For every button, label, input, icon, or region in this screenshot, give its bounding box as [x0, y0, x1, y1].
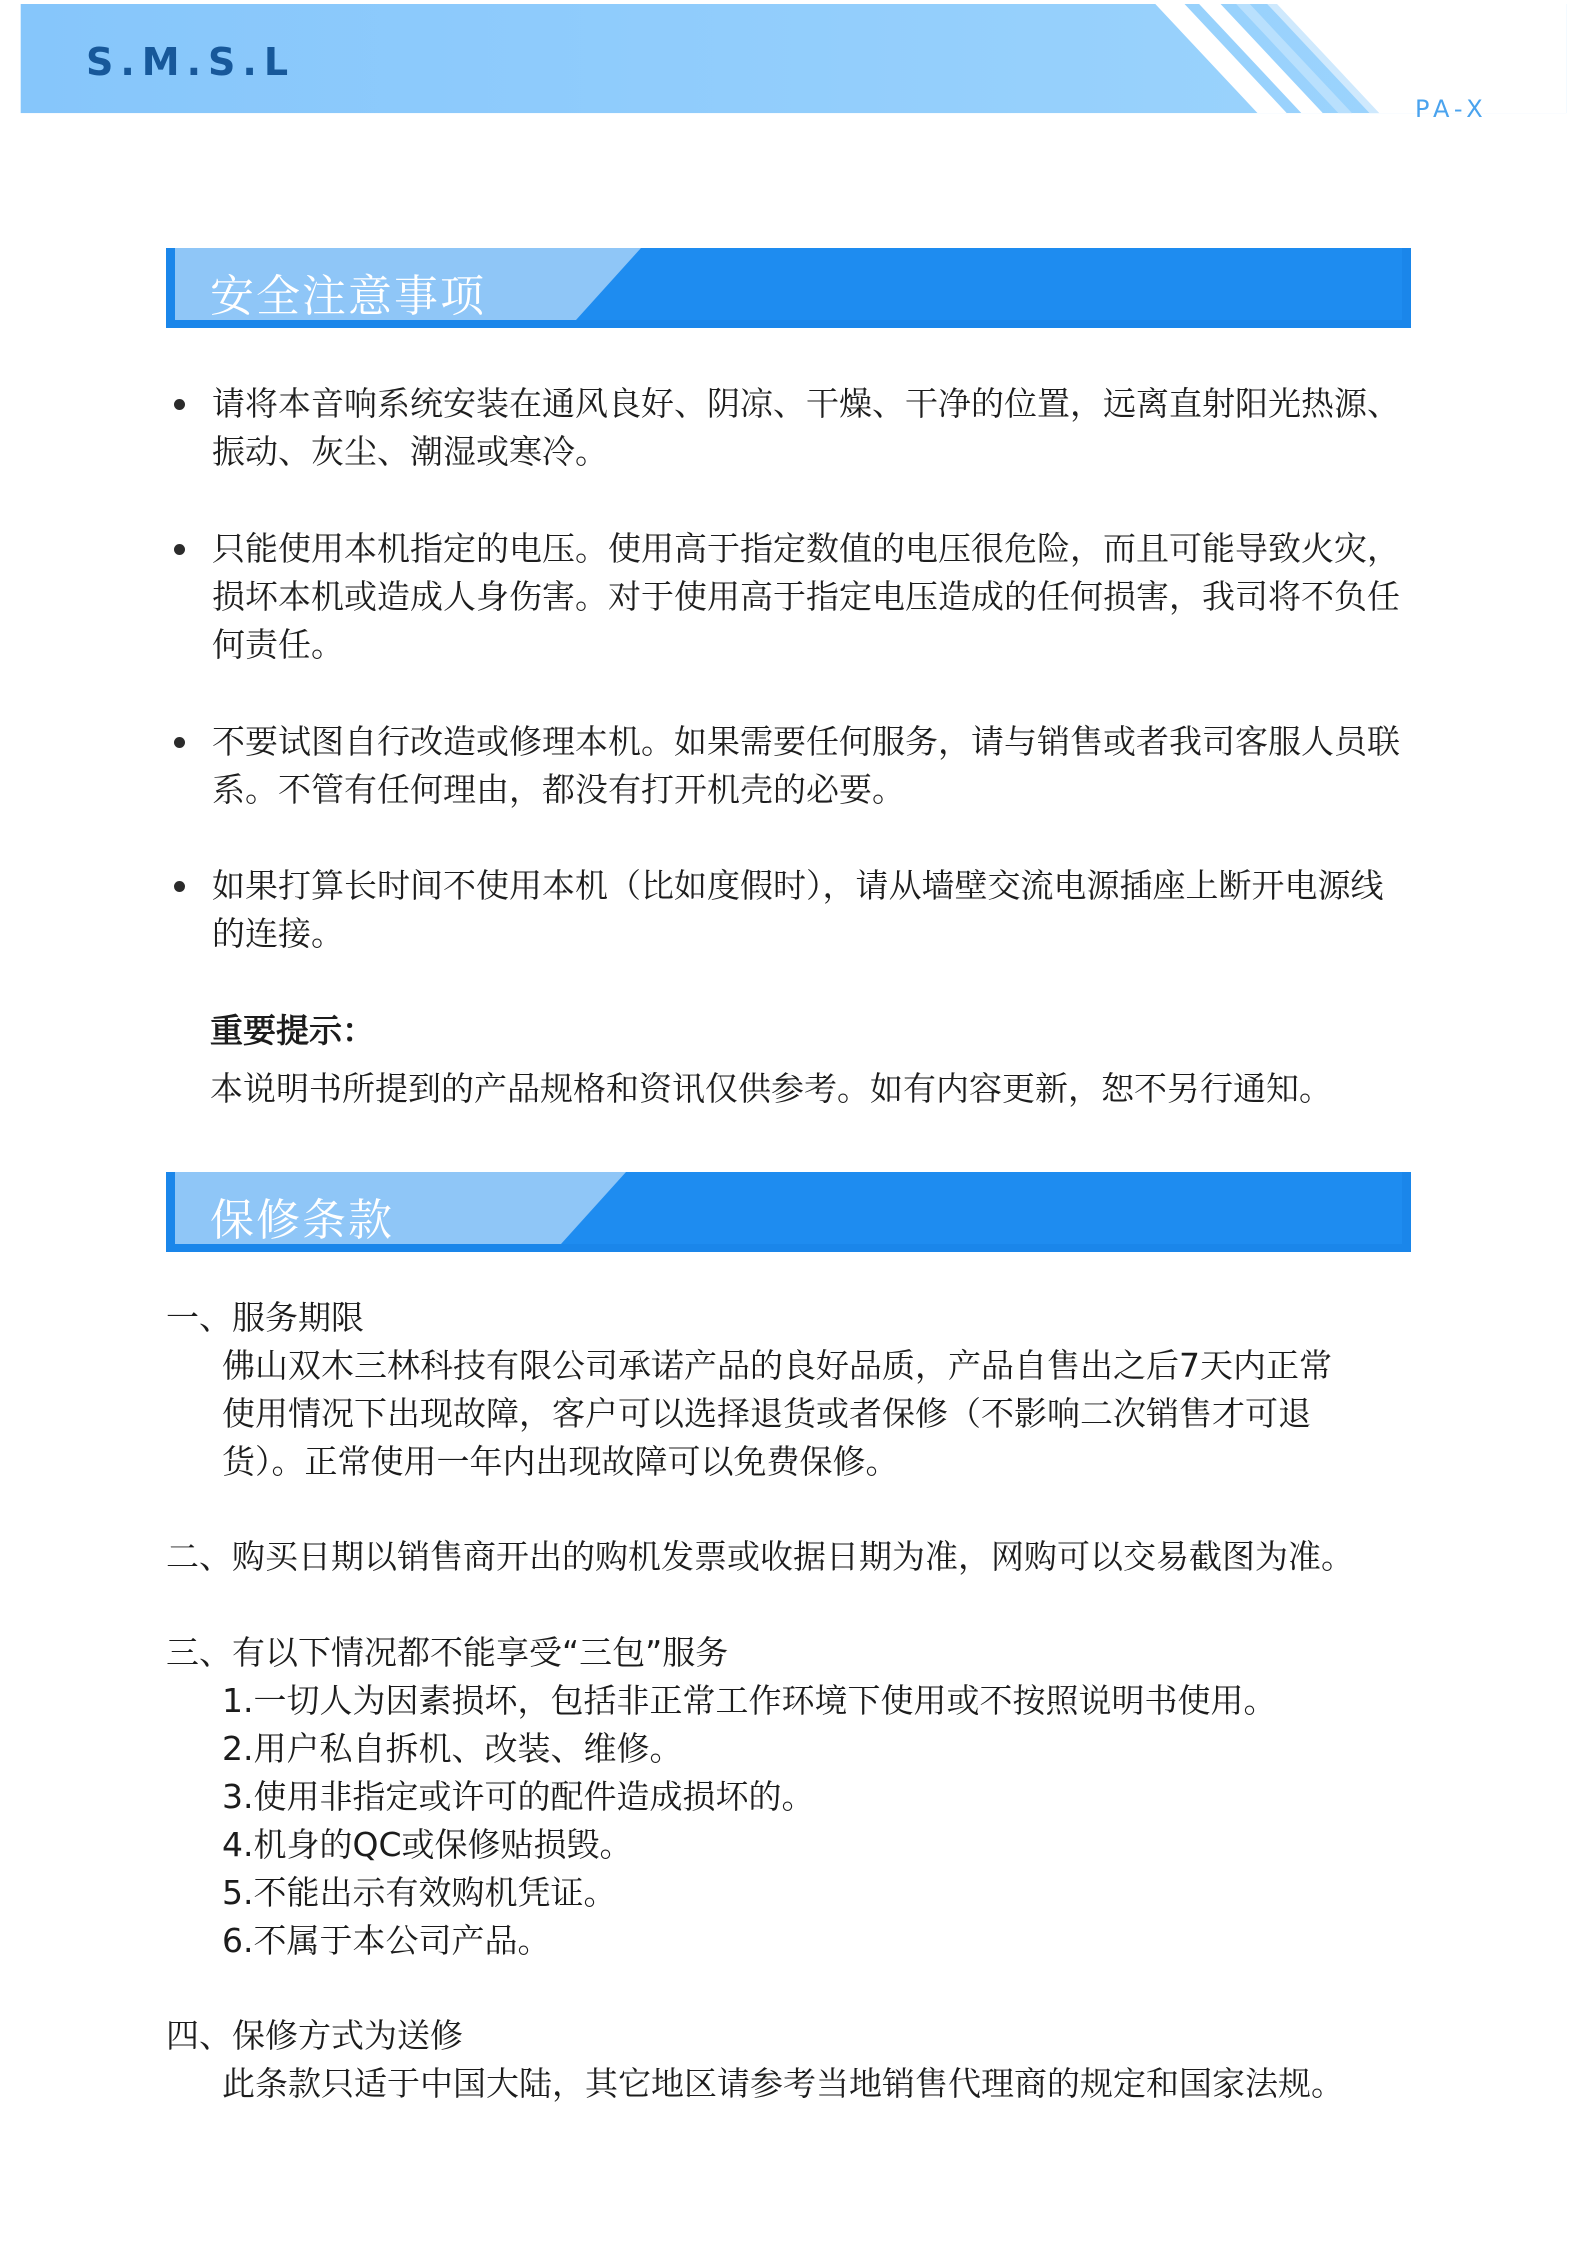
- header-bar-right-edge: [1402, 1172, 1411, 1252]
- safety-item: [174, 718, 1414, 814]
- bullet-dot-icon: [174, 737, 185, 748]
- exclusion-item: 6.不属于本公司产品。: [222, 1921, 551, 1960]
- exclusion-list: [166, 1677, 1426, 1965]
- clause-heading: 四、保修方式为送修: [166, 2016, 463, 2055]
- clause-body: 此条款只适于中国大陆，其它地区请参考当地销售代理商的规定和国家法规。: [222, 2064, 1344, 2103]
- warranty-clause-2: [166, 1533, 1426, 1581]
- notice-heading: 重要提示：: [210, 1011, 375, 1050]
- clause-heading: 三、有以下情况都不能享受“三包”服务: [166, 1633, 729, 1672]
- clause-body: 佛山双木三林科技有限公司承诺产品的良好品质，产品自售出之后7天内正常使用情况下出现故障，客户可以选择退货或者保修（不影响二次销售才可退货）。正常使用一年内出现故障可以免费保修。: [222, 1346, 1332, 1481]
- safety-item: [174, 380, 1414, 476]
- model-label: PA-X: [1415, 95, 1488, 123]
- safety-title: 安全注意事项: [210, 271, 486, 322]
- bullet-dot-icon: [174, 399, 185, 410]
- exclusion-item: 1.一切人为因素损坏，包括非正常工作环境下使用或不按照说明书使用。: [222, 1681, 1277, 1720]
- safety-section-header: [166, 248, 1411, 330]
- notice-text: 本说明书所提到的产品规格和资讯仅供参考。如有内容更新，恕不另行通知。: [210, 1069, 1332, 1108]
- safety-item-text: 不要试图自行改造或修理本机。如果需要任何服务，请与销售或者我司客服人员联系。不管有任何理由，都没有打开机壳的必要。: [212, 722, 1400, 809]
- header-bar-dark: [576, 248, 1411, 320]
- warranty-title: 保修条款: [210, 1195, 394, 1246]
- header-bar-left-edge: [166, 1172, 175, 1252]
- warranty-clause-1: [166, 1294, 1426, 1486]
- exclusion-item: 5.不能出示有效购机凭证。: [222, 1873, 617, 1912]
- warranty-clause-4: [166, 2012, 1426, 2108]
- brand-logo: S.M.S.L: [86, 40, 296, 84]
- safety-item: [174, 862, 1414, 958]
- exclusion-item: 3.使用非指定或许可的配件造成损坏的。: [222, 1777, 815, 1816]
- exclusion-item: 2.用户私自拆机、改装、维修。: [222, 1729, 683, 1768]
- safety-item-text: 如果打算长时间不使用本机（比如度假时），请从墙壁交流电源插座上断开电源线的连接。: [212, 866, 1384, 953]
- warranty-section-header: [166, 1172, 1411, 1254]
- header-bar-right-edge: [1402, 248, 1411, 328]
- important-notice: [210, 1007, 1410, 1113]
- header-bar-left-edge: [166, 248, 175, 328]
- safety-item: [174, 525, 1414, 669]
- safety-item-text: 只能使用本机指定的电压。使用高于指定数值的电压很危险，而且可能导致火灾，损坏本机或造成人身伤害。对于使用高于指定电压造成的任何损害，我司将不负任何责任。: [212, 529, 1400, 664]
- clause-heading: 二、购买日期以销售商开出的购机发票或收据日期为准，网购可以交易截图为准。: [166, 1537, 1354, 1576]
- clause-heading: 一、服务期限: [166, 1298, 364, 1337]
- warranty-clause-3: [166, 1629, 1426, 1965]
- bullet-dot-icon: [174, 544, 185, 555]
- page-header: [0, 0, 1587, 130]
- bullet-dot-icon: [174, 881, 185, 892]
- safety-item-text: 请将本音响系统安装在通风良好、阴凉、干燥、干净的位置，远离直射阳光热源、振动、灰尘、潮湿或寒冷。: [212, 384, 1400, 471]
- exclusion-item: 4.机身的QC或保修贴损毁。: [222, 1825, 633, 1864]
- header-bar-dark: [561, 1172, 1411, 1244]
